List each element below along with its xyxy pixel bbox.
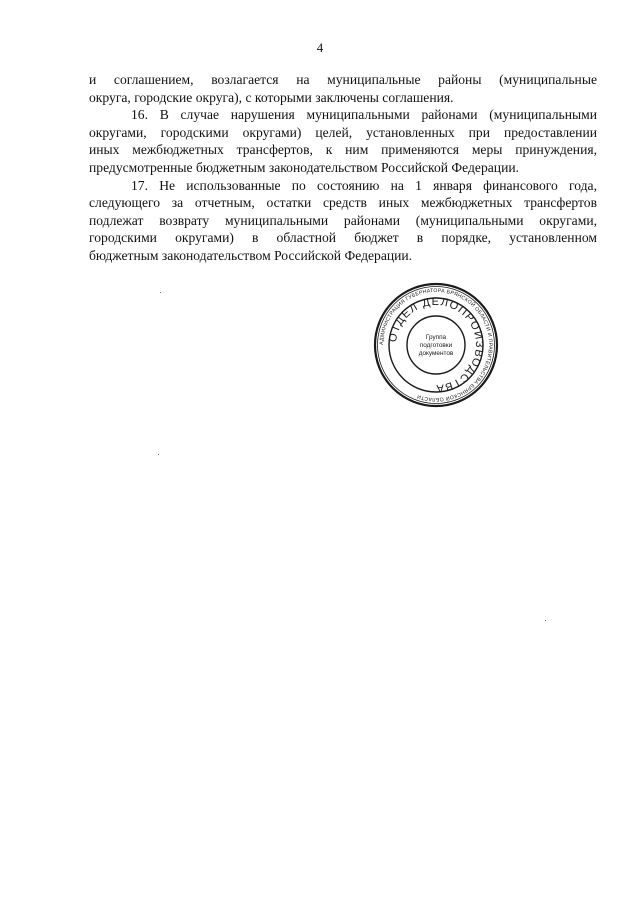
- paragraph-17: [89, 177, 597, 265]
- stamp-inner-ring-text: ОТДЕЛ ДЕЛОПРОИЗВОДСТВА: [386, 295, 486, 395]
- text-line: округами, городскими округами) целей, установленных при предоставлении: [89, 124, 597, 140]
- stamp-outer-ring-text: АДМИНИСТРАЦИЯ ГУБЕРНАТОРА БРЯНСКОЙ ОБЛАСТИ И ПРАВИТЕЛЬСТВА БРЯНСКОЙ ОБЛАСТИ: [378, 287, 494, 403]
- text-line: и соглашением, возлагается на муниципальные районы (муниципальные: [89, 72, 597, 87]
- stamp-seal-graphic: [373, 282, 499, 408]
- paragraph-16: [89, 106, 597, 176]
- text-line: подлежат возврату муниципальными районами (муниципальными округами,: [89, 212, 597, 228]
- text-line: 16. В случае нарушения муниципальными районами (муниципальными: [131, 107, 597, 123]
- stamp-center-line-2: подготовки: [419, 342, 453, 349]
- text-line: следующего за отчетным, остатки средств иных межбюджетных трансфертов: [89, 195, 597, 211]
- text-line: округа, городские округа), с которыми заключены соглашения.: [89, 89, 454, 105]
- scan-speck: [160, 292, 161, 293]
- official-stamp: [373, 282, 499, 408]
- scan-speck: [545, 620, 546, 621]
- text-line: иных межбюджетных трансфертов, к ним применяются меры принуждения,: [89, 142, 597, 158]
- page-number: 4: [316, 40, 324, 55]
- text-line: 17. Не использованные по состоянию на 1 января финансового года,: [131, 177, 597, 193]
- document-body: [89, 71, 597, 265]
- scan-speck: [158, 454, 159, 455]
- text-line: городскими округами) в областной бюджет в порядке, установленном: [89, 230, 597, 246]
- paragraph-continuation: [89, 71, 597, 106]
- text-line: предусмотренные бюджетным законодательством Российской Федерации.: [89, 159, 520, 175]
- stamp-center-line-3: документов: [418, 350, 454, 357]
- stamp-center-line-1: Группа: [425, 334, 447, 341]
- text-line: бюджетным законодательством Российской Федерации.: [89, 247, 413, 263]
